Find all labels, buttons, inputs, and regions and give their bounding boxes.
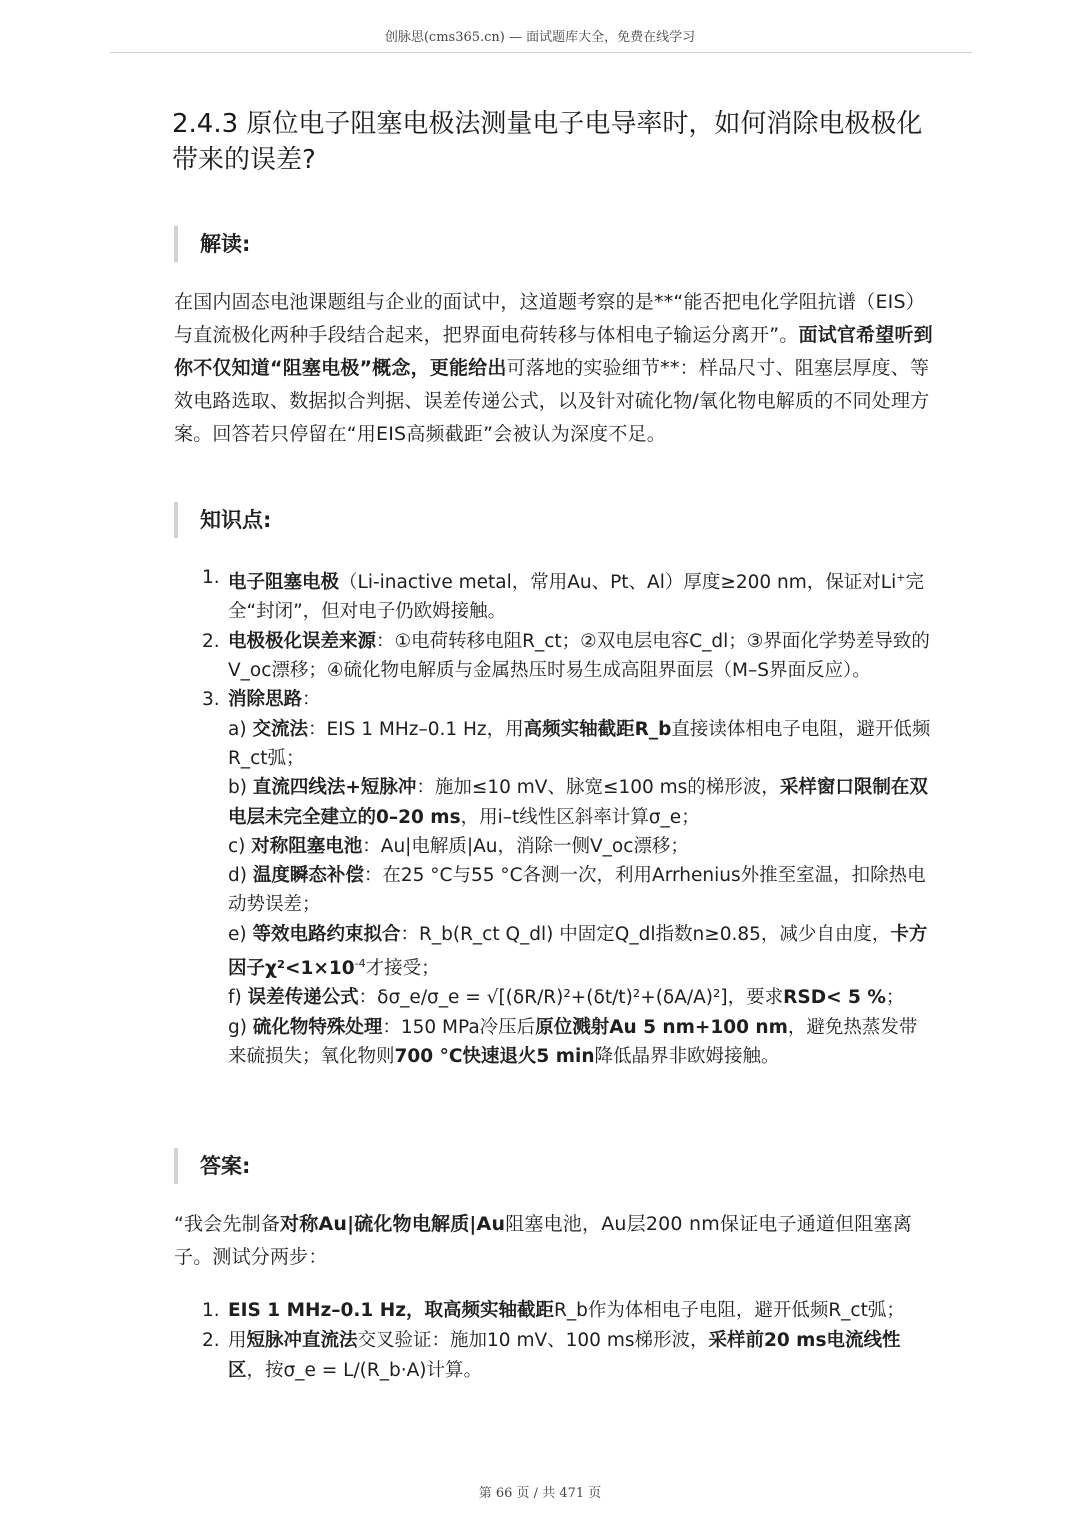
section-heading-interpretation: 解读: xyxy=(174,226,250,262)
answer-text: “我会先制备 xyxy=(174,1213,281,1235)
item-bold: 短脉冲直流法 xyxy=(246,1330,358,1351)
sub-title: 温度瞬态补偿 xyxy=(252,865,364,887)
sub-item-g xyxy=(202,1013,932,1072)
sub-title: 误差传递公式 xyxy=(247,987,359,1009)
sub-text: ，用i–t线性区斜率计算σ_e； xyxy=(460,806,700,828)
list-item xyxy=(202,1296,932,1326)
sub-item-f xyxy=(202,983,932,1012)
item-text: ：①电荷转移电阻R_ct；②双电层电容C_dl；③界面化学势差导致的V_oc漂移；④硫化物电解质与金属热压时易生成高阻界面层（M–S界面反应）。 xyxy=(228,630,930,682)
sub-bold: 700 °C快速退火5 min xyxy=(394,1046,595,1068)
item-text: 完全“封闭”，但对电子仍欧姆接触。 xyxy=(228,572,924,623)
sub-item-e xyxy=(202,920,932,984)
item-text: ，按σ_e = L/(R_b·A)计算。 xyxy=(246,1360,482,1381)
item-title: 电子阻塞电极 xyxy=(228,572,340,594)
answer-list xyxy=(202,1296,932,1386)
list-number: 3. xyxy=(202,689,220,711)
item-text: ： xyxy=(302,689,321,711)
sub-text: ，避免热蒸发带来硫损失；氧化物则 xyxy=(228,1016,918,1068)
item-text: 交叉验证：施加10 mV、100 ms梯形波， xyxy=(357,1330,709,1351)
sub-title: 对称阻塞电池 xyxy=(251,835,363,857)
sub-label: f) xyxy=(228,987,248,1009)
sub-title: 硫化物特殊处理 xyxy=(252,1016,383,1038)
section-heading-answer: 答案: xyxy=(174,1148,250,1184)
question-title: 2.4.3 原位电子阻塞电极法测量电子电导率时，如何消除电极极化带来的误差? xyxy=(172,109,923,175)
item-text: R_b作为体相电子电阻，避开低频R_ct弧； xyxy=(553,1300,905,1321)
interpretation-bold: 面试官希望听到你不仅知道“阻塞电极”概念，更能给出 xyxy=(174,324,933,379)
sub-label: b) xyxy=(228,777,253,799)
answer-bold: 对称Au|硫化物电解质|Au xyxy=(280,1213,506,1235)
sub-text: ； xyxy=(885,987,905,1009)
sub-bold: 原位溅射Au 5 nm+100 nm xyxy=(535,1016,788,1038)
sub-item-a xyxy=(202,715,932,774)
item-title: EIS 1 MHz–0.1 Hz，取高频实轴截距 xyxy=(228,1300,554,1321)
list-item xyxy=(202,627,932,686)
sub-label: g) xyxy=(228,1016,253,1038)
item-bold: 采样前20 ms电流线性区 xyxy=(228,1330,901,1381)
list-number: 2. xyxy=(202,1330,220,1351)
sub-text: 直接读体相电子电阻，避开低频R_ct弧； xyxy=(228,718,931,769)
list-item xyxy=(202,1326,932,1386)
sub-item-d xyxy=(202,861,932,920)
answer-paragraph xyxy=(174,1208,934,1274)
sub-text: ：在25 °C与55 °C各测一次，利用Arrhenius外推至室温，扣除热电动势误差； xyxy=(228,865,926,916)
item-text: 用 xyxy=(228,1330,247,1351)
superscript: + xyxy=(896,571,906,584)
sub-label: a) xyxy=(228,718,253,740)
item-text: （Li-inactive metal，常用Au、Pt、Al）厚度≥200 nm，保证对Li xyxy=(339,572,897,594)
interpretation-text-2: 可落地的实验细节**：样品尺寸、阻塞层厚度、等效电路选取、数据拟合判据、误差传递公式，以及针对硫化物/氧化物电解质的不同处理方案。回答若只停留在“用EIS高频截距”会被认为深度不足。 xyxy=(174,357,930,445)
sub-title: 等效电路约束拟合 xyxy=(252,923,401,945)
sub-text: ：R_b(R_ct Q_dl) 中固定Q_dl指数n≥0.85，减少自由度， xyxy=(400,923,891,945)
section-heading-knowledge: 知识点: xyxy=(174,502,271,538)
sub-bold: 采样窗口限制在双电层未完全建立的0–20 ms xyxy=(228,777,928,828)
sub-label: e) xyxy=(228,923,253,945)
item-title: 电极极化误差来源 xyxy=(228,630,377,652)
page-header: 创脉思(cms365.cn) — 面试题库大全，免费在线学习 xyxy=(384,30,696,45)
sub-text: 才接受； xyxy=(365,958,440,980)
sub-label: c) xyxy=(228,835,252,857)
sub-bold: RSD< 5 % xyxy=(783,987,886,1009)
list-number: 2. xyxy=(202,630,220,652)
sub-text: ：施加≤10 mV、脉宽≤100 ms的梯形波， xyxy=(416,777,780,799)
sub-text: ：EIS 1 MHz–0.1 Hz，用 xyxy=(307,718,524,740)
list-item xyxy=(202,685,932,714)
sub-bold: 卡方因子χ²<1×10 xyxy=(228,923,928,980)
sub-text: ：Au|电解质|Au，消除一侧V_oc漂移； xyxy=(362,835,689,857)
interpretation-paragraph xyxy=(174,286,934,451)
sub-item-b xyxy=(202,773,932,832)
sub-title: 直流四线法+短脉冲 xyxy=(252,777,417,799)
superscript: -4 xyxy=(354,957,366,971)
interpretation-text-1: 在国内固态电池课题组与企业的面试中，这道题考察的是**“能否把电化学阻抗谱（EIS）与直流极化两种手段结合起来，把界面电荷转移与体相电子输运分离开”。 xyxy=(174,291,925,346)
sub-label: d) xyxy=(228,865,253,887)
item-title: 消除思路 xyxy=(228,689,303,711)
sub-bold: 高频实轴截距R_b xyxy=(523,718,672,740)
sub-text: ：δσ_e/σ_e = √[(δR/R)²+(δt/t)²+(δA/A)²]，要求 xyxy=(358,987,784,1009)
list-number: 1. xyxy=(202,567,220,588)
list-number: 1. xyxy=(202,1300,220,1321)
sub-item-c xyxy=(202,832,932,861)
list-item xyxy=(202,563,932,627)
knowledge-list xyxy=(202,563,932,1071)
answer-text: 阻塞电池，Au层200 nm保证电子通道但阻塞离子。测试分两步： xyxy=(174,1213,912,1268)
sub-text: ：150 MPa冷压后 xyxy=(382,1016,536,1038)
header-divider xyxy=(110,52,972,53)
sub-text: 降低晶界非欧姆接触。 xyxy=(594,1046,780,1068)
page-footer: 第 66 页 / 共 471 页 xyxy=(478,1486,602,1501)
sub-title: 交流法 xyxy=(252,718,308,740)
